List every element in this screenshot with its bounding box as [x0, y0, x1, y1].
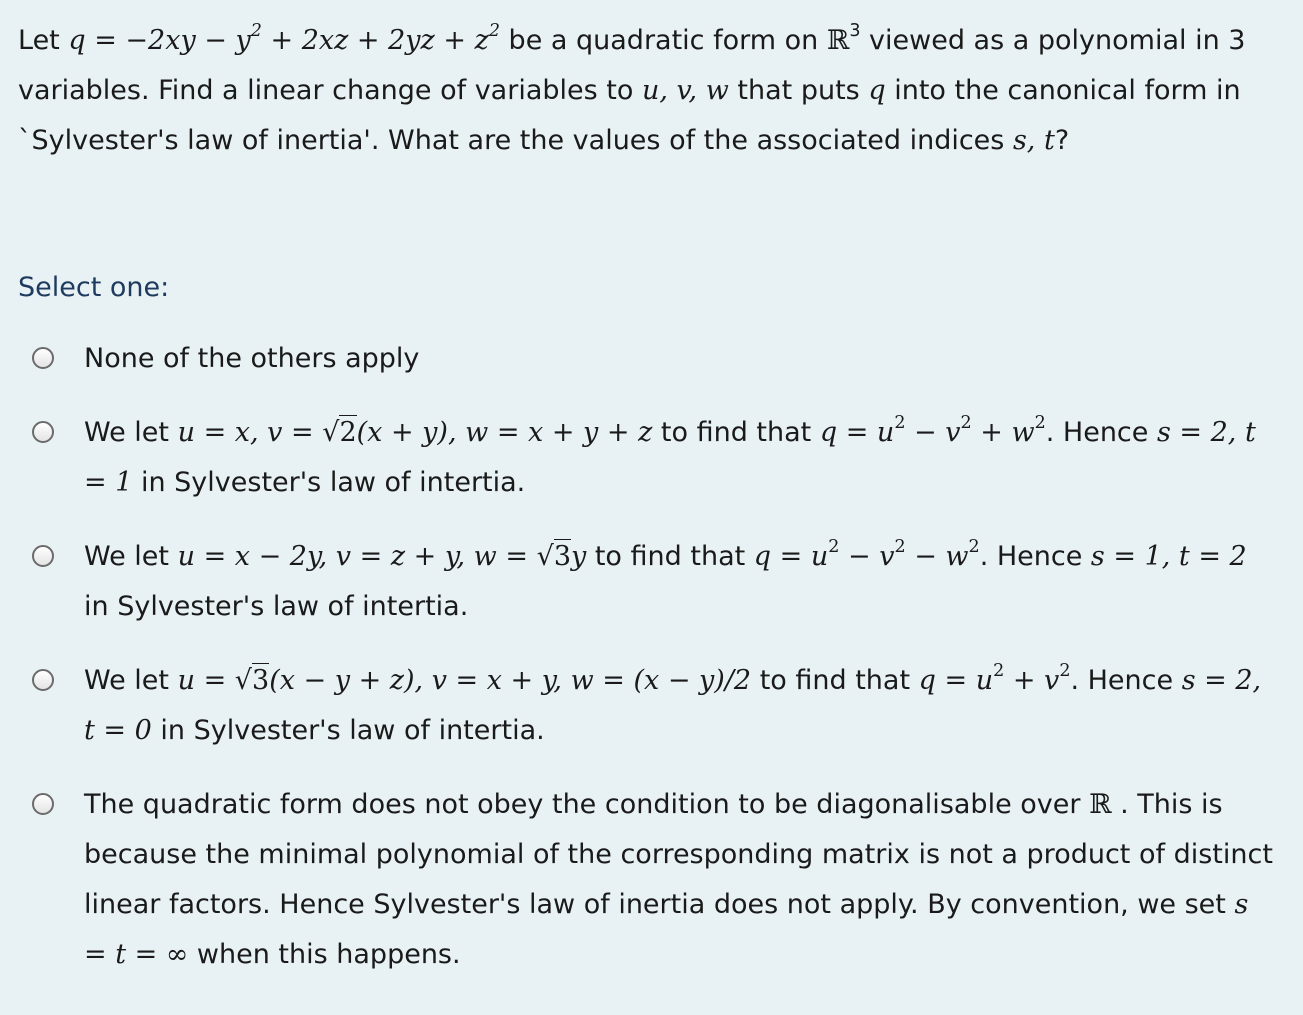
- select-one-label: Select one:: [18, 272, 170, 303]
- question-part: Let: [18, 25, 69, 56]
- answer-option-5[interactable]: [32, 780, 1282, 980]
- radio-button[interactable]: [32, 347, 54, 369]
- answer-option-2[interactable]: [32, 408, 1282, 508]
- radio-button[interactable]: [32, 545, 54, 567]
- option-text: We let u = x − 2y, v = z + y, w = √3y to find that $q = u^2 - v^2 - w^2$. Hence s = 1, t = 2 in Sylvester's law of intertia.: [84, 537, 1247, 622]
- reals-symbol: ℝ: [826, 25, 850, 56]
- question-text: [18, 16, 1293, 166]
- answer-option-3[interactable]: [32, 532, 1282, 632]
- question-part: ?: [1054, 125, 1070, 156]
- radio-button[interactable]: [32, 669, 54, 691]
- option-text: None of the others apply: [84, 343, 420, 374]
- dimension-superscript: 3: [849, 21, 861, 42]
- answer-option-4[interactable]: [32, 656, 1282, 756]
- option-text: We let u = x, v = √2(x + y), w = x + y + z to find that $q = u^2 - v^2 + w^2$. Hence s = 2, t = 1 in Sylvester's law of intertia.: [84, 413, 1256, 498]
- answer-option-1[interactable]: [32, 334, 1282, 384]
- radio-button[interactable]: [32, 793, 54, 815]
- indices-st: s, t: [1012, 125, 1055, 156]
- question-part: viewed as a polynomial in 3 variables. Find a linear change of variables to: [18, 25, 1246, 106]
- variable-q: q: [868, 75, 886, 106]
- question-part: be a quadratic form on: [499, 25, 827, 56]
- radio-button[interactable]: [32, 421, 54, 443]
- option-text: We let u = √3(x − y + z), v = x + y, w = (x − y)/2 to find that $q = u^2 + v^2$. Hence s = 2, t = 0 in Sylvester's law of intertia.: [84, 661, 1262, 746]
- question-part: that puts: [728, 75, 869, 106]
- formula-q: $q = -2xy - y^2 + 2xz + 2yz + z^2$: [68, 21, 500, 56]
- variables-uvw: u, v, w: [641, 75, 729, 106]
- question-part: into the canonical form in `Sylvester's law of inertia'. What are the values of the associated indices: [18, 75, 1241, 156]
- option-text: The quadratic form does not obey the condition to be diagonalisable over ℝ . This is because the minimal polynomial of the corresponding matrix is not a product of distinct linear factors. Hence Sylvester's law of inertia does not apply. By convention, we set s = t = ∞ when this happens.: [84, 789, 1273, 970]
